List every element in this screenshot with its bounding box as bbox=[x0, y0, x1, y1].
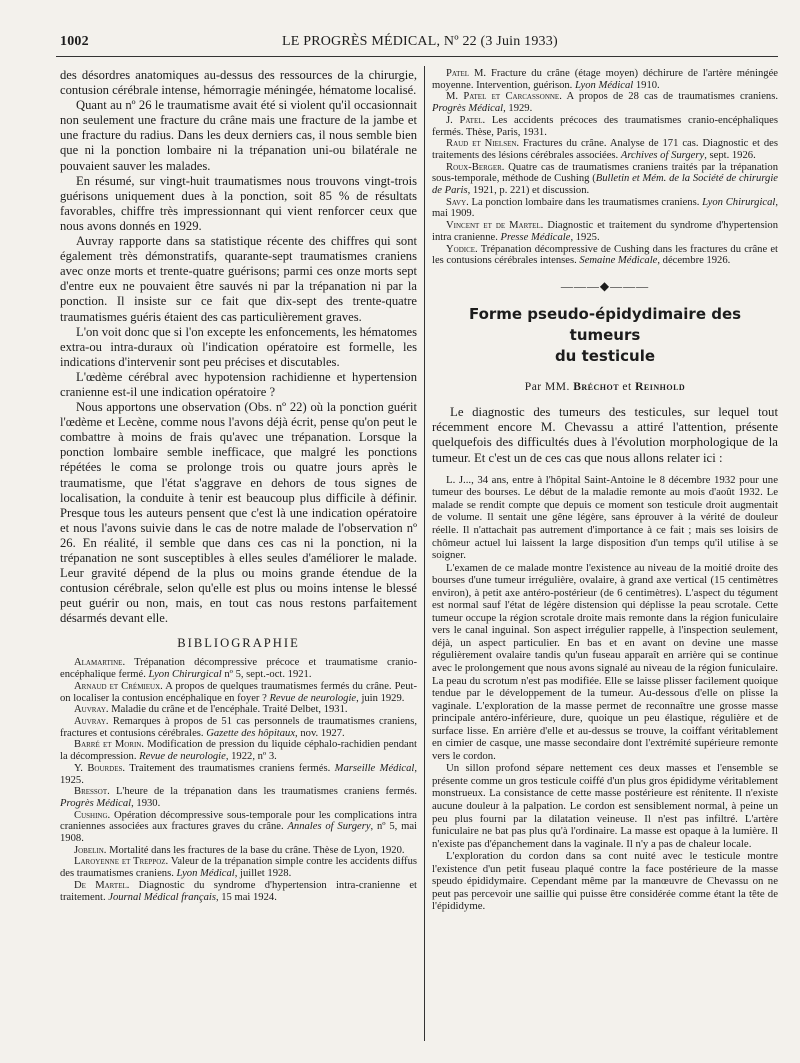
ref-authors: Vincent et de Martel. bbox=[446, 220, 544, 232]
ref-text: Diagnostic et traitement du syndrome d'hypertension intra cranienne. bbox=[432, 220, 779, 243]
case-paragraph: Un sillon profond sépare nettement ces deux masses et l'ensemble se présente comme un gros testicule coiffé d'un plus gros épididyme véritablement monstrueux. La consistance de cette masse postérieure est rénitente. Il n'existe aucune douleur à la palpation. Le cordon est sensiblement normal, à peine un peu plus fourni par la dilatation veineuse. Il n'est pas infiltré. L'artère funiculaire ne bat pas plus qu'à l'ordinaire. La masse est opaque à la lumière. Il n'existe pas d'épanchement dans la vaginale. Il n'y a pas de chaleur locale. bbox=[432, 762, 778, 850]
ref-journal: Lyon Médical bbox=[574, 79, 634, 91]
paragraph: Quant au nº 26 le traumatisme avait été si violent qu'il occasionnait non seulement une fracture du crâne mais une fracture de la jambe et une fracture du radius. Dans les deux derniers cas, il nous semble bien que ni la ponction lombaire ni la trépanation uni-ou bilatérale ne pouvaient sauver les malades. bbox=[60, 98, 417, 173]
ref-detail: , décembre 1926. bbox=[657, 255, 731, 267]
ref-journal: Lyon Chirurgical bbox=[148, 669, 222, 681]
left-column bbox=[60, 68, 417, 903]
bibliography-entry bbox=[60, 810, 417, 845]
case-paragraph: L'exploration du cordon dans sa cont nuité avec le testicule montre l'existence d'un petit fuseau plaqué contre la face postérieure de la masse speudo épididymaire. Cependant même par la manœuvre de Chevassu on ne peut pas percevoir une saillie qui puisse être considérée comme étant la tête de l'épididyme. bbox=[432, 850, 778, 913]
bibliography-entry bbox=[432, 91, 778, 114]
ref-journal: Lyon Médical bbox=[176, 868, 235, 880]
case-paragraph: L'examen de ce malade montre l'existence au niveau de la moitié droite des bourses d'une tumeur irrégulière, ovalaire, à grand axe vertical (15 centimètres environ), à petit axe antéro-postérieur (de 6 centimètres). L'aspect du tégument est normal sauf l'état de légère distension qui déplisse la peau scrotale. Cette tumeur occupe la région scrotale droite mais remonte dans la région funiculaire vers le canal inguinal. Son aspect irrégulier rappelle, à l'inspection seulement, déjà, un aspect particulier. En bas et en avant on devine une masse régulièrement ovalaire tandis qu'un fuseau apparaît en arrière qui se continue avec le prolongement que nous avons signalé au niveau de la région funiculaire. La peau du scrotum n'est pas modifiée. Elle se laisse plisser facilement quoique tendue par le développement de la tumeur. Au-dessous d'elle on plisse la vaginale. L'exploration de la masse permet de reconnaître une grosse masse principale antéro-inférieure, dure, quoique un peu élastique, régulière et de surface lisse. En arrière d'elle et au-dessus se trouve, la coiffant véritablement en cimier de casque, une masse secondaire dont l'extrémité supérieure remonte vers le cordon. bbox=[432, 561, 778, 762]
bibliography-entry bbox=[60, 716, 417, 739]
ref-journal: Revue de neurologie bbox=[139, 751, 226, 763]
ref-detail: , juillet 1928. bbox=[234, 868, 292, 880]
bibliography-entry bbox=[60, 856, 417, 879]
ref-journal: Progrès Médical bbox=[432, 103, 504, 115]
ref-authors: M. Patel et Carcassonne. bbox=[446, 91, 562, 103]
bibliography-entry bbox=[432, 197, 778, 220]
ref-text: Trépanation décompressive de Cushing dans les fractures du crâne et les contusions cérébrales intenses. bbox=[432, 243, 778, 267]
bibliography-entry bbox=[432, 220, 778, 243]
ref-authors: Auvray. bbox=[74, 715, 109, 727]
ref-authors: Cushing. bbox=[74, 809, 111, 821]
bibliography-list-continued bbox=[432, 68, 778, 267]
bibliography-entry bbox=[60, 681, 417, 704]
column-divider bbox=[424, 66, 425, 1041]
ref-text: Fracture du crâne (étage moyen) déchirure de l'artère méningée moyenne. Intervention, guérison. bbox=[432, 68, 778, 91]
running-title: LE PROGRÈS MÉDICAL, Nº 22 (3 Juin 1933) bbox=[282, 34, 558, 49]
ref-text: Quatre cas de traumatismes craniens traités par la trépanation sous-temporale, méthode de Cushing ( bbox=[432, 161, 778, 185]
ref-authors: Bressot. bbox=[74, 786, 110, 798]
bibliography-heading: BIBLIOGRAPHIE bbox=[177, 636, 300, 651]
ref-journal: Journal Médical français bbox=[108, 891, 216, 903]
ref-detail: , 1925. bbox=[60, 762, 417, 786]
ref-authors: Patel M. bbox=[446, 68, 487, 79]
ref-authors: Y. Bourdes. bbox=[74, 762, 126, 774]
ref-detail: , juin 1929. bbox=[356, 692, 405, 704]
header-rule bbox=[56, 56, 778, 57]
ref-authors: Yodice. bbox=[446, 243, 478, 255]
ref-text: Diagnostic du syndrome d'hypertension intra-cranienne et traitement. bbox=[60, 879, 417, 903]
paragraph: L'œdème cérébral avec hypotension rachidienne et hypertension cranienne est-il une indication opératoire ? bbox=[60, 369, 417, 399]
right-column bbox=[432, 68, 778, 913]
ref-text: La ponction lombaire dans les traumatismes craniens. bbox=[468, 196, 703, 208]
ref-detail: nº 5, sept.-oct. 1921. bbox=[221, 669, 312, 681]
ref-authors: Alamartine. bbox=[74, 657, 126, 669]
ref-journal: Marseille Médical bbox=[334, 762, 415, 774]
paragraph: Auvray rapporte dans sa statistique récente des chiffres qui sont également très démonstratifs, quarante-sept traumatismes craniens avec onze morts et trente-quatre guérisons; parmi ces onze morts sept d'entre eux ne pouvaient être sauvés ni par la trépanation ni par la ponction. Il insiste sur ce fait que dix-sept des trente-quatre traumatismes guéris étaient des cas particulièrement graves. bbox=[60, 234, 417, 324]
bibliography-list bbox=[60, 657, 417, 903]
ref-detail: , 1921, p. 221) et discussion. bbox=[467, 185, 590, 197]
ref-authors: Auvray. bbox=[74, 704, 109, 716]
ref-text: Modification de pression du liquide céphalo-rachidien pendant la décompression. bbox=[60, 739, 417, 763]
ref-text: Trépanation décompressive précoce et traumatisme cranio-encéphalique fermé. bbox=[60, 657, 417, 681]
ref-authors: J. Patel. bbox=[446, 114, 486, 126]
ref-detail: 1910. bbox=[633, 79, 660, 91]
ref-text: Remarques à propos de 51 cas personnels de traumatismes craniens, fractures et contusions cérébrales. bbox=[60, 715, 417, 739]
ref-authors: Barré et Morin. bbox=[74, 739, 145, 751]
author-1: Bréchot bbox=[573, 380, 620, 393]
ref-detail: , 1929. bbox=[503, 103, 533, 115]
page-number: 1002 bbox=[60, 34, 89, 49]
ref-detail: , nº 5, mai 1908. bbox=[60, 821, 417, 845]
author-2: Reinhold bbox=[635, 380, 686, 393]
paragraph: L'on voit donc que si l'on excepte les enfoncements, les hématomes extra-ou intra-duraux où l'indication opératoire est formelle, les indications d'intervenir sont peu précises et discutables. bbox=[60, 324, 417, 369]
ref-journal: Revue de neurologie bbox=[269, 692, 357, 704]
bibliography-entry bbox=[60, 657, 417, 680]
bibliography-entry bbox=[432, 68, 778, 91]
byline bbox=[432, 381, 778, 393]
ref-detail: , 1925. bbox=[570, 231, 600, 243]
ref-authors: Laroyenne et Treppoz. bbox=[74, 856, 169, 868]
byline-prefix: Par MM. bbox=[524, 380, 570, 393]
ref-detail: , 1922, nº 3. bbox=[225, 751, 277, 763]
page-header bbox=[60, 34, 775, 54]
ref-detail: , sept. 1926. bbox=[704, 149, 756, 161]
ref-text: Mortalité dans les fractures de la base du crâne. Thèse de Lyon, 1920. bbox=[106, 844, 405, 856]
bibliography-entry bbox=[432, 115, 778, 138]
bibliography-entry bbox=[432, 244, 778, 267]
article-continuation bbox=[60, 68, 417, 626]
bibliography-entry bbox=[432, 162, 778, 197]
section-separator: ———◆——— bbox=[560, 278, 650, 293]
ref-journal: Bulletin et Mém. de la Société de chirurgie de Paris bbox=[432, 173, 778, 197]
ref-text: Maladie du crâne et de l'encéphale. Traité Delbet, 1931. bbox=[108, 704, 348, 716]
paragraph: des désordres anatomiques au-dessus des ressources de la chirurgie, contusion cérébrale intense, hémorragie méningée, hématome localisé. bbox=[60, 68, 417, 98]
ref-journal: Annales of Surgery bbox=[287, 821, 371, 833]
ref-text: A propos de 28 cas de traumatismes craniens. bbox=[561, 91, 778, 103]
bibliography-entry bbox=[60, 739, 417, 762]
bibliography-entry bbox=[60, 880, 417, 903]
bibliography-entry bbox=[60, 704, 417, 716]
paragraph: Nous apportons une observation (Obs. nº 22) où la ponction guérit l'œdème et Lecène, comme nous l'avons déjà écrit, pense qu'on peut le combattre à moins de frais qu'avec une trépanation. Lorsque la ponction lombaire semble inefficace, que malgré les ponctions répétées le coma se prolonge trois ou quatre jours après le traumatisme, que l'état s'aggrave en dehors de tous signes de localisation, la conduite à tenir est beaucoup plus difficile à définir. Presque tous les auteurs pensent que c'est là une indication opératoire et nous l'avons suivie dans le cas de notre malade de l'observation nº 26. En réalité, il semble que dans ces cas ni la ponction, ni la trépanation ne sont susceptibles à elles seules d'améliorer le malade. Leur gravité dépend de la plus ou moins grande étendue de la contusion cérébrale, selon qu'elle est plus ou moins intense le blessé peut guérir ou non, mais, en tout cas nous restons parfaitement désarmés devant elle. bbox=[60, 400, 417, 626]
ref-authors: Roux-Berger. bbox=[446, 161, 505, 173]
ref-text: Valeur de la trépanation simple contre les accidents diffus des traumatismes craniens. bbox=[60, 856, 417, 880]
ref-text: Traitement des traumatismes craniens fermés. bbox=[125, 762, 335, 774]
ref-detail: , 1930. bbox=[131, 797, 161, 809]
ref-text: Les accidents précoces des traumatismes cranio-encéphaliques fermés. Thèse, Paris, 1931. bbox=[432, 114, 778, 138]
bibliography-entry bbox=[60, 845, 417, 857]
bibliography-entry bbox=[60, 786, 417, 809]
bibliography-entry bbox=[60, 763, 417, 786]
ref-detail: , nov. 1927. bbox=[295, 727, 345, 739]
ref-authors: Raud et Nielsen. bbox=[446, 138, 520, 150]
article-title bbox=[432, 304, 778, 367]
bibliography-entry bbox=[432, 138, 778, 161]
ref-journal: Presse Médicale bbox=[500, 231, 571, 243]
ref-authors: Savy. bbox=[446, 196, 469, 208]
case-paragraph: L. J..., 34 ans, entre à l'hôpital Saint-Antoine le 8 décembre 1932 pour une tumeur des bourses. Le début de la maladie remonte au mois d'août 1932. Le malade se rendit compte que depuis ce moment son testicule droit augmentait de volume. Il sentait une gêne légère, sans éprouver à la vérité de douleur réelle. Il n'attachait pas autrement d'importance à ce fait ; mais ses loisirs de chômeur actuel lui laissent la large disposition d'un temps qu'il utilise à se soigner. bbox=[432, 473, 778, 562]
ref-journal: Lyon Chirurgical bbox=[702, 196, 776, 208]
ref-journal: Semaine Médicale bbox=[579, 255, 658, 267]
ref-authors: Jobelin. bbox=[74, 844, 107, 856]
article-title-line-1: Forme pseudo-épidydimaire des tumeurs bbox=[468, 304, 742, 344]
ref-journal: Archives of Surgery bbox=[620, 149, 705, 161]
ref-text: L'heure de la trépanation dans les traumatismes craniens fermés. bbox=[109, 786, 417, 798]
lead-paragraph: Le diagnostic des tumeurs des testicules, sur lequel tout récemment encore M. Chevassu a attiré l'attention, présente quelquefois des difficultés dues à l'évolution morphologique de la tumeur. Et c'est un de ces cas que nous allons relater ici : bbox=[432, 404, 778, 465]
ref-text: Fractures du crâne. Analyse de 171 cas. Diagnostic et des traitements des lésions cérébrales associées. bbox=[432, 138, 778, 161]
case-report bbox=[432, 474, 778, 913]
ref-text: A propos de quelques traumatismes fermés du crâne. Peut-on localiser la contusion encéphalique en foyer ? bbox=[60, 680, 417, 704]
paragraph: En résumé, sur vingt-huit traumatismes nous trouvons vingt-trois guérisons uniquement dues à la ponction, soit 85 % de résultats favorables, chiffre très impressionnant qui vient renforcer ceux que nous avons donnés en 1929. bbox=[60, 173, 417, 233]
byline-and: et bbox=[622, 380, 632, 393]
ref-journal: Progrès Médical bbox=[60, 797, 132, 809]
ref-authors: De Martel. bbox=[74, 879, 130, 891]
ref-detail: , mai 1909. bbox=[432, 196, 778, 220]
ref-detail: , 15 mai 1924. bbox=[215, 891, 277, 903]
article-title-line-2: du testicule bbox=[554, 346, 656, 365]
ref-authors: Arnaud et Crémieux. bbox=[74, 680, 163, 692]
ref-journal: Gazette des hôpitaux bbox=[206, 727, 296, 739]
ref-text: Opération décompressive sous-temporale pour les complications intra craniennes associées aux fractures graves du crâne. bbox=[60, 809, 417, 833]
